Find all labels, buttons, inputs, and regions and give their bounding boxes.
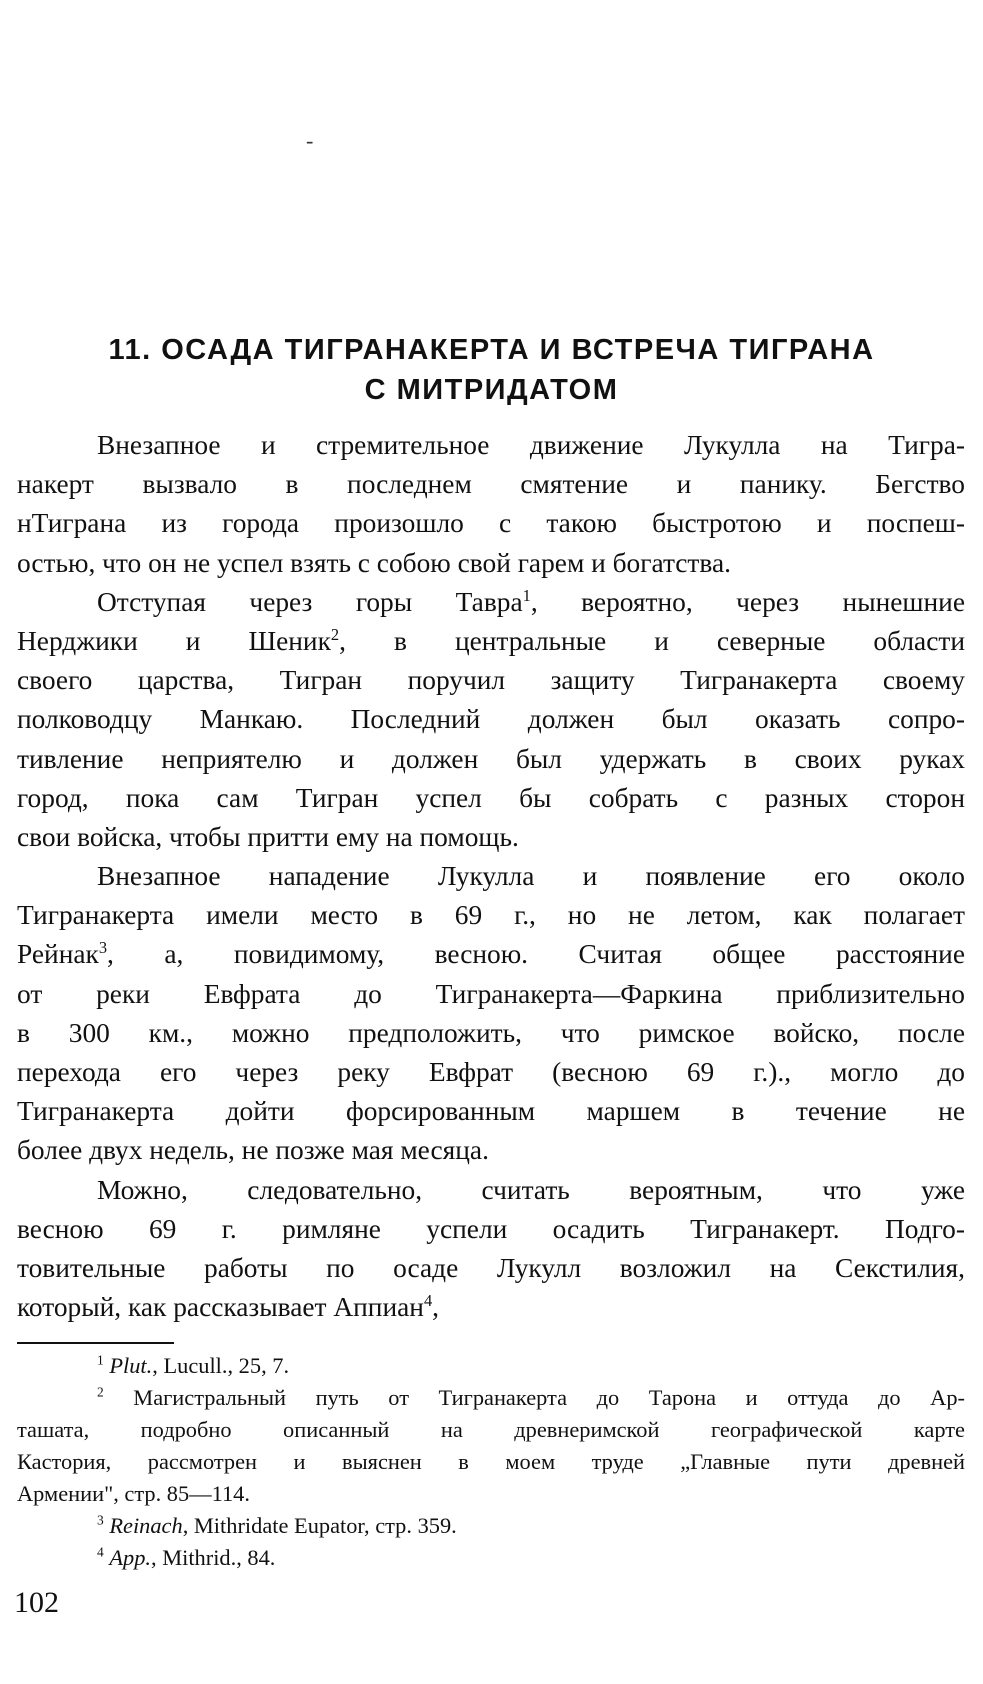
text-line: перехода его через реку Евфрат (весною 69 г.)., могло до <box>17 1057 965 1087</box>
text-line: полководцу Манкаю. Последний должен был оказать сопро- <box>17 704 965 735</box>
page-number: 102 <box>14 1586 59 1619</box>
footnote-2 <box>17 1382 965 1414</box>
text-fragment: Нерджики и Шеник <box>17 625 331 656</box>
text-line: нТиграна из города произошло с такою быстротою и поспеш- <box>17 508 965 539</box>
text-line: тивление неприятелю и должен был удержать в своих руках <box>17 743 965 774</box>
text-line <box>17 622 965 661</box>
text-line: более двух недель, не позже мая месяца. <box>17 1135 489 1166</box>
text-fragment: , вероятно, через нынешние <box>530 586 965 617</box>
footnote-ref-2[interactable]: 2 <box>330 624 340 644</box>
text-line: город, пока сам Тигран успел бы собрать с разных сторон <box>17 782 965 813</box>
text-line: накерт вызвало в последнем смятение и панику. Бегство <box>17 469 965 500</box>
footnote-2-line: Армении", стр. 85—114. <box>17 1481 250 1506</box>
footnotes <box>17 1350 965 1574</box>
text-fragment: , а, повидимому, весною. Считая общее расстояние <box>107 939 965 970</box>
text-line: весною 69 г. римляне успели осадить Тигранакерт. Подго- <box>17 1213 965 1244</box>
scan-mark: - <box>306 128 314 153</box>
text-line: остью, что он не успел взять с собою свой гарем и богатства. <box>17 547 731 578</box>
chapter-title-line-1: 11. ОСАДА ТИГРАНАКЕРТА И ВСТРЕЧА ТИГРАНА <box>108 334 875 366</box>
text-fragment: который, как рассказывает Аппиан <box>17 1292 424 1323</box>
text-line: от реки Евфрата до Тигранакерта—Фаркина приблизительно <box>17 978 965 1009</box>
text-line: свои войска, чтобы притти ему на помощь. <box>17 821 519 852</box>
text-line: в 300 км., можно предположить, что римское войско, после <box>17 1017 965 1048</box>
footnote-divider <box>17 1342 174 1344</box>
footnote-author: Reinach <box>109 1513 183 1538</box>
chapter-title-line-2: С МИТРИДАТОМ <box>364 374 619 406</box>
chapter-title <box>40 330 943 410</box>
footnote-2-line: ташата, подробно описанный на древнеримской географической карте <box>17 1417 965 1442</box>
footnote-text: , Mithridate Eupator, стр. 359. <box>182 1513 457 1538</box>
text-line: Тигранакерта имели место в 69 г., но не летом, как полагает <box>17 900 965 931</box>
footnote-text: , Mithrid., 84. <box>151 1545 276 1570</box>
footnote-number: 4 <box>97 1544 104 1560</box>
text-fragment: , в центральные и северные области <box>339 625 965 656</box>
footnote-text: Магистральный путь от Тигранакерта до Тарона и оттуда до Ар- <box>133 1385 965 1410</box>
text-line <box>17 935 965 974</box>
text-line: Внезапное и стремительное движение Лукулла на Тигра- <box>97 430 965 460</box>
footnote-1 <box>17 1350 965 1382</box>
footnote-3 <box>17 1510 965 1542</box>
footnote-author: Plut. <box>109 1353 153 1378</box>
footnote-4 <box>17 1542 965 1574</box>
text-line: Внезапное нападение Лукулла и появление его около <box>97 861 965 892</box>
footnote-author: App. <box>109 1545 151 1570</box>
footnote-ref-1[interactable]: 1 <box>522 585 531 605</box>
footnote-text: , Lucull., 25, 7. <box>152 1353 290 1378</box>
footnote-number: 3 <box>97 1512 104 1528</box>
text-line: товительные работы по осаде Лукулл возложил на Секстилия, <box>17 1252 965 1283</box>
text-line: Можно, следовательно, считать вероятным, что уже <box>97 1174 965 1205</box>
text-fragment: Рейнак <box>17 939 99 970</box>
text-line: своего царства, Тигран поручил защиту Тигранакерта своему <box>17 665 965 696</box>
footnote-number: 1 <box>97 1352 104 1368</box>
text-fragment: , <box>432 1292 440 1323</box>
footnote-number: 2 <box>97 1384 104 1400</box>
footnote-ref-4[interactable]: 4 <box>423 1291 433 1310</box>
text-fragment: Отступая через горы Тавра <box>97 586 523 617</box>
text-line <box>17 1288 965 1327</box>
main-text <box>17 426 965 1327</box>
footnote-ref-3[interactable]: 3 <box>98 938 108 958</box>
text-line: Тигранакерта дойти форсированным маршем в течение не <box>17 1096 965 1127</box>
footnote-2-line: Кастория, рассмотрен и выяснен в моем труде „Главные пути древней <box>17 1449 965 1474</box>
text-line <box>17 583 965 622</box>
